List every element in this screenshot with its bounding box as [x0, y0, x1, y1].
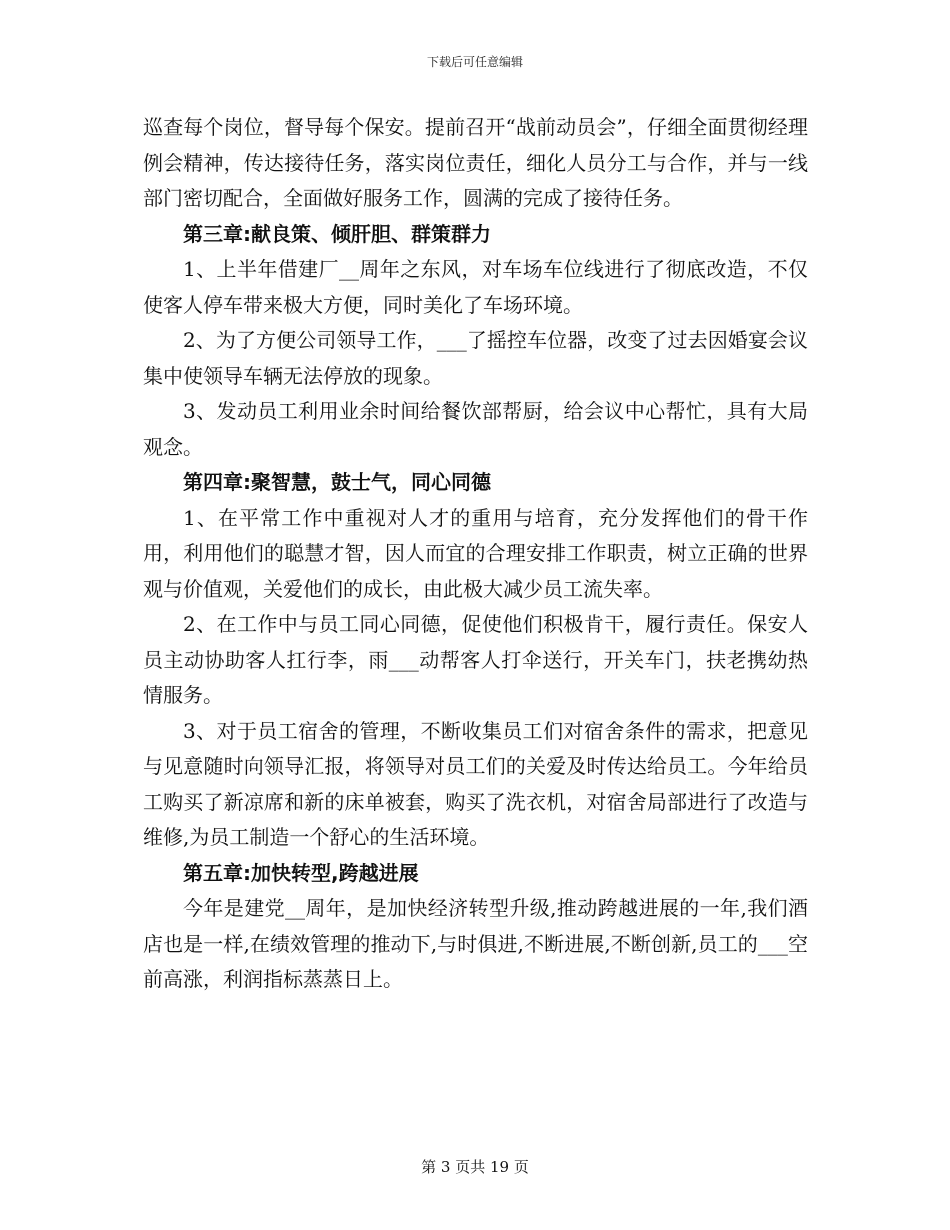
chapter-4-heading: 第四章:聚智慧，鼓士气，同心同德 [183, 470, 491, 494]
page-footer: 第 3 页共 19 页 [421, 1158, 529, 1176]
chapter-5-heading: 第五章:加快转型,跨越进展 [183, 860, 419, 885]
chapter-4-item-3: 3、对于员工宿舍的管理，不断收集员工们对宿舍条件的需求，把意见与见意随时向领导汇报，将领导对员工们的关爱及时传达给员工。今年给员工购买了新凉席和新的床单被套，购买了洗衣机，对宿舍局部进行了改造与维修,为员工制造一个舒心的生活环境。 [143, 718, 808, 849]
chapter-4-item-2: 2、在工作中与员工同心同德，促使他们积极肯干，履行责任。保安人员主动协助客人扛行李，雨___动帮客人打伞送行，开关车门，扶老携幼热情服务。 [143, 612, 808, 707]
paragraph-continued: 巡查每个岗位，督导每个保安。提前召开“战前动员会”，仔细全面贯彻经理例会精神，传达接待任务，落实岗位责任，细化人员分工与合作，并与一线部门密切配合，全面做好服务工作，圆满的完成了接待任务。 [143, 115, 808, 210]
chapter-3-item-2: 2、为了方便公司领导工作，___了摇控车位器，改变了过去因婚宴会议集中使领导车辆无法停放的现象。 [143, 328, 808, 388]
chapter-4-item-1: 1、在平常工作中重视对人才的重用与培育，充分发挥他们的骨干作用，利用他们的聪慧才智，因人而宜的合理安排工作职责，树立正确的世界观与价值观，关爱他们的成长，由此极大减少员工流失率。 [143, 505, 808, 601]
chapter-5-paragraph: 今年是建党__周年，是加快经济转型升级,推动跨越进展的一年,我们酒店也是一样,在绩效管理的推动下,与时俱进,不断进展,不断创新,员工的___空前高涨，利润指标蒸蒸日上。 [143, 896, 808, 991]
chapter-3-item-3: 3、发动员工利用业余时间给餐饮部帮厨，给会议中心帮忙，具有大局观念。 [143, 399, 808, 459]
chapter-3-heading: 第三章:献良策、倾肝胆、群策群力 [183, 221, 491, 246]
page-header: 下载后可任意编辑 [426, 55, 523, 69]
chapter-3-item-1: 1、上半年借建厂__周年之东风，对车场车位线进行了彻底改造，不仅使客人停车带来极大方便，同时美化了车场环境。 [143, 257, 808, 317]
document-body [143, 110, 808, 998]
